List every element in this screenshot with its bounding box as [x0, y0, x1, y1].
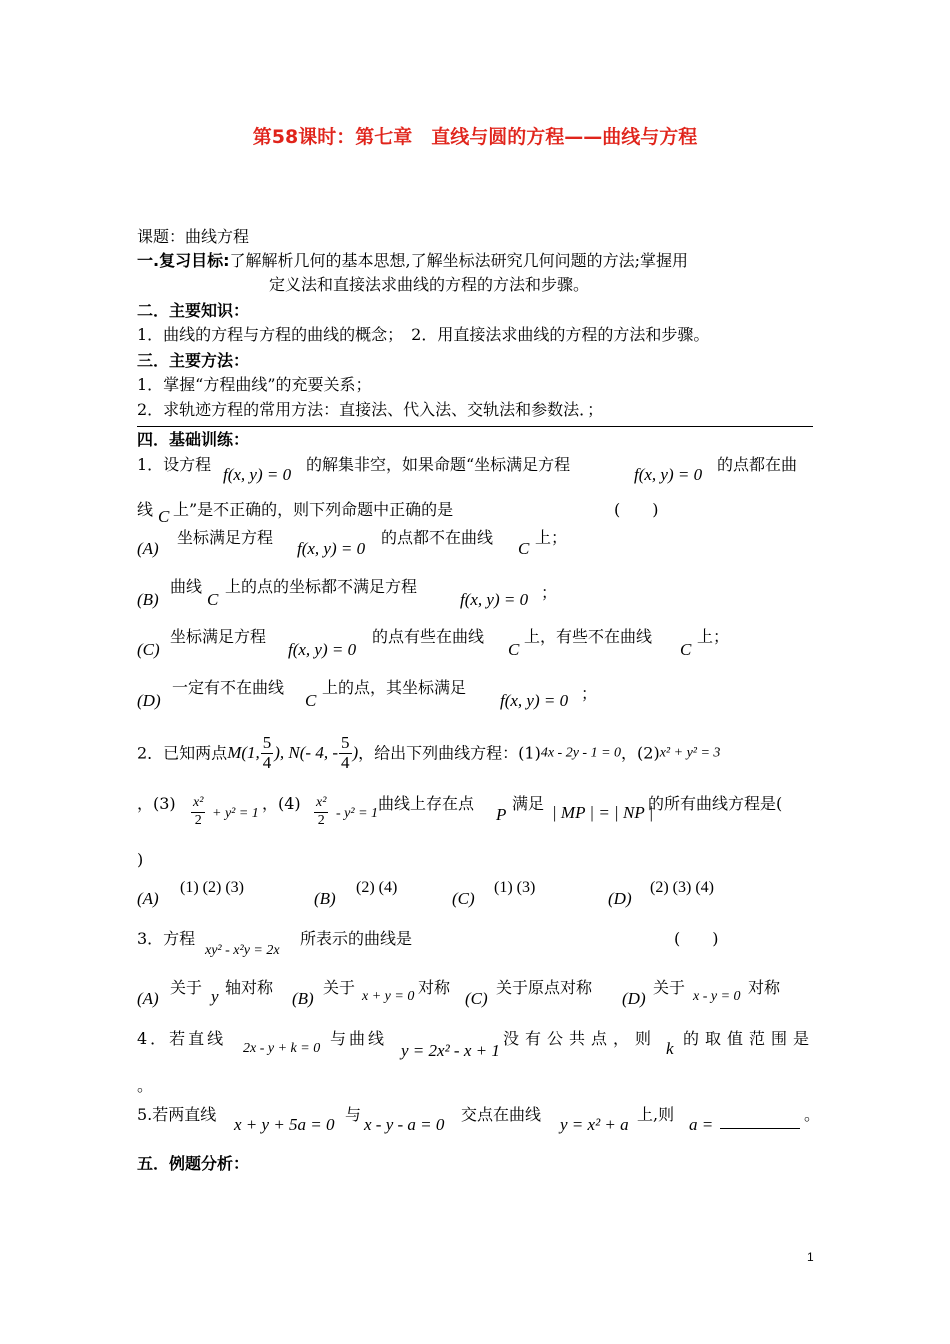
- q2-eq3: + y² = 1: [212, 806, 259, 821]
- q1-text: 1．设方程: [137, 455, 212, 474]
- q2-text: 的所有曲线方程是(: [648, 794, 783, 813]
- q1-option-d-label: (D): [137, 691, 161, 710]
- q1-equation: f(x, y) = 0: [223, 465, 292, 484]
- q5-text: 与: [345, 1105, 362, 1124]
- q2-text: ，(3): [137, 794, 176, 813]
- q2-option-a: (1) (2) (3): [180, 879, 244, 896]
- q2-fraction: [261, 734, 274, 772]
- q3-option-d: 对称: [748, 978, 781, 997]
- q1-option-c-label: (C): [137, 640, 160, 659]
- fraction-numerator: x²: [191, 795, 205, 813]
- q2-text: 2．已知两点: [137, 743, 228, 763]
- q3-option-b: 对称: [418, 978, 451, 997]
- topic: 课题：曲线方程: [137, 227, 250, 246]
- q1-option-d: 一定有不在曲线: [172, 678, 285, 697]
- q2-fraction: [191, 795, 205, 830]
- q4-line-equation: 2x - y + k = 0: [243, 1041, 321, 1056]
- q4-text: 的取值范围是: [683, 1029, 816, 1048]
- q2-option-c-label: (C): [452, 889, 475, 908]
- q1-text: 的解集非空，如果命题“坐标满足方程: [306, 455, 571, 474]
- q2-text: ，给出下列曲线方程：(1): [358, 743, 541, 763]
- section-3-item2: 2．求轨迹方程的常用方法：直接法、代入法、交轨法和参数法．；: [137, 400, 604, 419]
- q1-curve: C: [680, 640, 692, 659]
- section-3-label: 三．主要方法：: [137, 351, 250, 370]
- q4-variable-k: k: [666, 1039, 674, 1058]
- q3-option-a: 轴对称: [225, 978, 274, 997]
- q4-curve-equation: y = 2x² - x + 1: [401, 1041, 500, 1060]
- q2-text: ，(4): [262, 794, 301, 813]
- q5-line2: x - y - a = 0: [364, 1115, 445, 1134]
- fraction-numerator: 5: [262, 733, 272, 752]
- q3-option-a: y: [211, 987, 219, 1006]
- q2-point-p: P: [496, 805, 507, 824]
- q1-equation: f(x, y) = 0: [288, 640, 357, 659]
- q1-option-c: 坐标满足方程: [170, 627, 267, 646]
- q3-option-c-label: (C): [465, 989, 488, 1008]
- q5-text: 上,则: [637, 1105, 675, 1124]
- q2-text: 满足: [512, 794, 545, 813]
- q1-curve: C: [508, 640, 520, 659]
- section-5-label: 五．例题分析：: [137, 1154, 250, 1173]
- q1-text: 线: [137, 500, 154, 519]
- q2-point-n: ), N(- 4, -: [274, 742, 338, 762]
- section-1-label: 一.复习目标:: [137, 251, 230, 270]
- q2-text: ，(2): [621, 743, 660, 763]
- q3-option-a: 关于: [170, 978, 203, 997]
- fraction-denominator: 4: [341, 752, 350, 772]
- q3-option-b: 关于: [323, 978, 356, 997]
- q1-curve: C: [518, 539, 530, 558]
- fraction-denominator: 4: [262, 752, 272, 772]
- q2-eq2: x² + y² = 3: [659, 745, 721, 761]
- section-2-item: 1．曲线的方程与方程的曲线的概念； 2．用直接法求曲线的方程的方法和步骤。: [137, 325, 710, 344]
- q1-answer-paren: ( ): [614, 500, 659, 519]
- q1-option-c: 上，有些不在曲线: [524, 627, 653, 646]
- q3-option-b: x + y = 0: [362, 989, 415, 1004]
- q1-option-b: ；: [541, 583, 558, 602]
- q2-text: ): [137, 850, 144, 869]
- page-title: 第58课时：第七章 直线与圆的方程——曲线与方程: [252, 126, 698, 148]
- q3-option-d-label: (D): [622, 989, 646, 1008]
- q2-option-b-label: (B): [314, 889, 336, 908]
- q1-option-a: 坐标满足方程: [177, 528, 274, 547]
- q2-option-a-label: (A): [137, 889, 159, 908]
- q2-paren: ): [352, 742, 359, 762]
- q2-option-b: (2) (4): [356, 879, 398, 896]
- q1-option-d: 上的点，其坐标满足: [322, 678, 467, 697]
- q3-option-c: 关于原点对称: [496, 978, 593, 997]
- q3-option-a-label: (A): [137, 989, 159, 1008]
- section-1: [137, 253, 688, 269]
- section-3-item1: 1．掌握“方程曲线”的充要关系；: [137, 375, 372, 394]
- q1-equation: f(x, y) = 0: [500, 691, 569, 710]
- q3-text: 所表示的曲线是: [300, 929, 413, 948]
- q3-answer-paren: ( ): [674, 929, 719, 948]
- q2-option-d-label: (D): [608, 889, 632, 908]
- q5-text: 交点在曲线: [461, 1105, 542, 1124]
- q1-option-a: 上；: [535, 528, 568, 547]
- q3-option-b-label: (B): [292, 989, 314, 1008]
- fraction-denominator: 2: [317, 812, 325, 828]
- q1-curve: C: [158, 507, 170, 526]
- q1-option-c: 的点有些在曲线: [372, 627, 485, 646]
- section-4-label: 四．基础训练：: [137, 430, 250, 449]
- q4-end: 。: [137, 1076, 154, 1095]
- q2-eq4: - y² = 1: [336, 806, 379, 821]
- section-1-line2: 定义法和直接法求曲线的方程的方法和步骤。: [269, 275, 590, 294]
- q1-equation: f(x, y) = 0: [297, 539, 366, 558]
- q2-option-c: (1) (3): [494, 879, 536, 896]
- q1-option-b-label: (B): [137, 590, 159, 609]
- q2-line1: [137, 734, 720, 772]
- q1-text: 上”是不正确的，则下列命题中正确的是: [173, 500, 454, 519]
- q2-text: 曲线上存在点: [378, 794, 475, 813]
- q4-text: 没有公共点，则: [503, 1029, 658, 1048]
- q4-text: 与曲线: [330, 1029, 388, 1048]
- q3-equation: xy² - x²y = 2x: [205, 943, 280, 958]
- q1-option-a: 的点都不在曲线: [381, 528, 494, 547]
- q1-curve: C: [305, 691, 317, 710]
- q5-text: 5.若两直线: [137, 1105, 217, 1124]
- q2-fraction: [339, 734, 352, 772]
- q1-text: 的点都在曲: [717, 455, 798, 474]
- fraction-denominator: 2: [194, 812, 202, 828]
- q1-option-b: 上的点的坐标都不满足方程: [225, 577, 418, 596]
- q5-end: 。: [804, 1105, 821, 1124]
- fraction-numerator: 5: [341, 733, 350, 752]
- q4-text: 4．若直线: [137, 1029, 227, 1048]
- q1-option-b: 曲线: [170, 577, 203, 596]
- section-1-line1: 了解解析几何的基本思想,了解坐标法研究几何问题的方法;掌握用: [229, 251, 688, 270]
- q5-curve: y = x² + a: [560, 1115, 629, 1134]
- q2-eq1: 4x - 2y - 1 = 0: [540, 745, 622, 761]
- q1-option-c: 上；: [697, 627, 730, 646]
- q1-option-d: ；: [581, 684, 598, 703]
- q2-option-d: (2) (3) (4): [650, 879, 714, 896]
- fraction-numerator: x²: [314, 795, 328, 813]
- q5-line1: x + y + 5a = 0: [234, 1115, 335, 1134]
- q3-option-d: x - y = 0: [693, 989, 741, 1004]
- q3-text: 3．方程: [137, 929, 196, 948]
- q2-fraction: [314, 795, 328, 830]
- q3-option-d: 关于: [653, 978, 686, 997]
- q1-curve: C: [207, 590, 219, 609]
- q5-variable-a: a =: [689, 1115, 714, 1134]
- q5-answer-blank: [720, 1116, 800, 1132]
- q1-option-a-label: (A): [137, 539, 159, 558]
- q1-equation: f(x, y) = 0: [634, 465, 703, 484]
- q2-condition: | MP | = | NP |: [552, 803, 654, 822]
- section-divider: [137, 426, 813, 427]
- q1-equation: f(x, y) = 0: [460, 590, 529, 609]
- section-2-label: 二．主要知识：: [137, 301, 250, 320]
- q2-point-m: M(1,: [227, 742, 260, 762]
- page-number: 1: [807, 1250, 814, 1264]
